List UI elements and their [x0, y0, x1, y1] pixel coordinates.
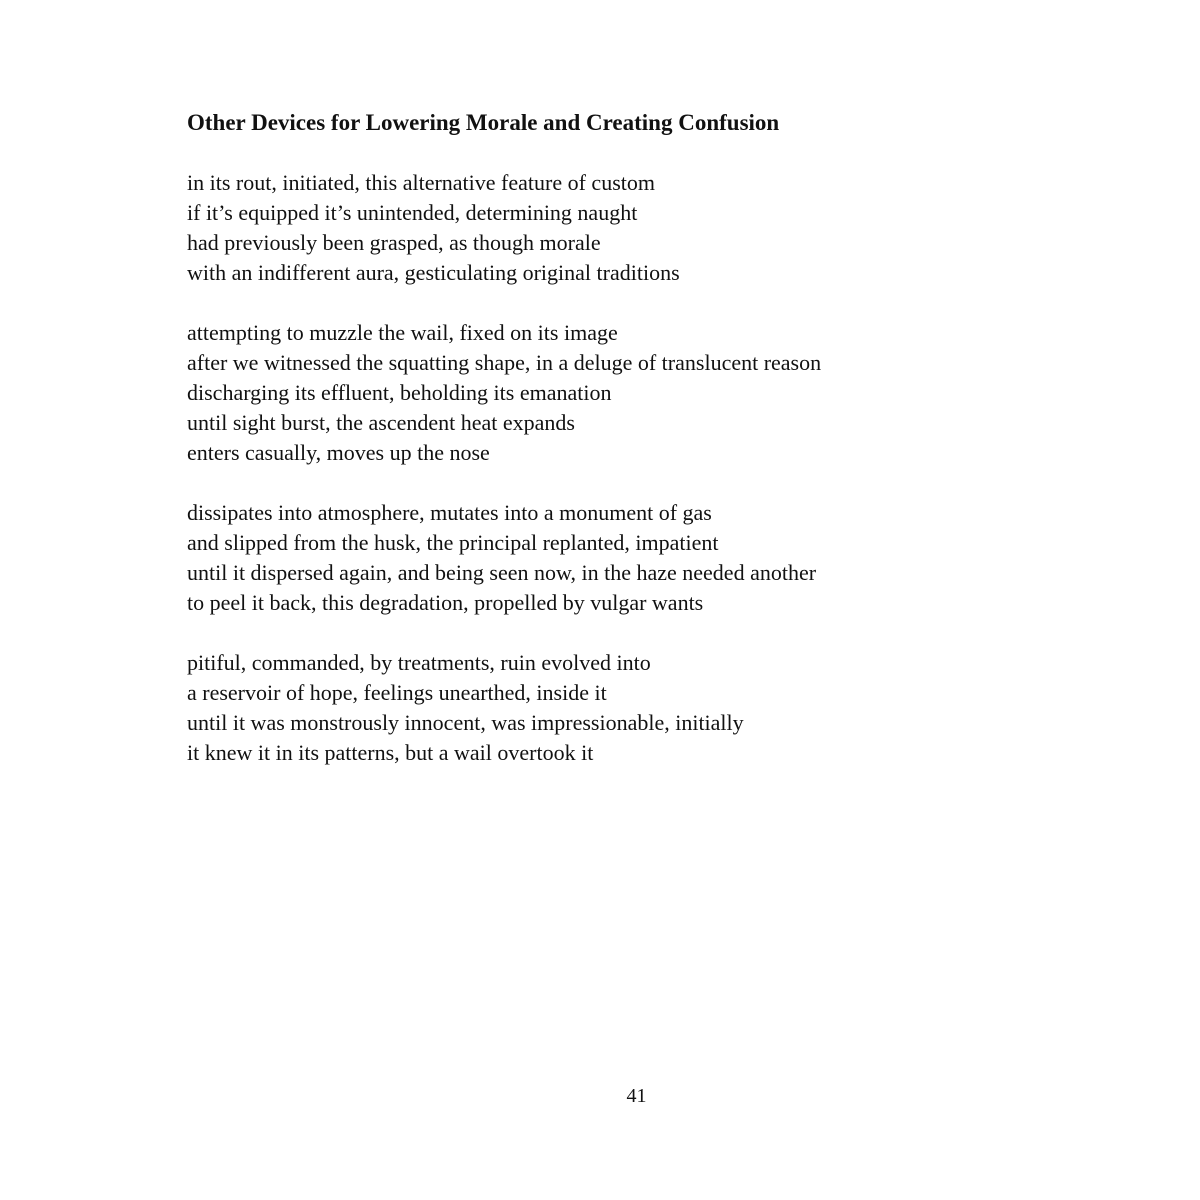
poem-line: had previously been grasped, as though morale: [187, 230, 601, 255]
stanza-4: [187, 648, 947, 768]
poem-line: pitiful, commanded, by treatments, ruin evolved into: [187, 650, 651, 675]
poem-line: until it dispersed again, and being seen now, in the haze needed another: [187, 560, 817, 585]
poem-line: dissipates into atmosphere, mutates into a monument of gas: [187, 500, 712, 525]
poem-line: attempting to muzzle the wail, fixed on its image: [187, 320, 618, 345]
poem-title: Other Devices for Lowering Morale and Creating Confusion: [187, 110, 780, 135]
poem-line: with an indifferent aura, gesticulating original traditions: [187, 260, 680, 285]
poem-line: to peel it back, this degradation, propelled by vulgar wants: [187, 590, 704, 615]
page-number: 41: [626, 1085, 647, 1107]
poem-line: until it was monstrously innocent, was impressionable, initially: [187, 710, 744, 735]
stanza-1: [187, 168, 947, 288]
poem-body: [187, 168, 947, 798]
poem-line: a reservoir of hope, feelings unearthed, inside it: [187, 680, 607, 705]
poem-line: in its rout, initiated, this alternative feature of custom: [187, 170, 655, 195]
poem-line: enters casually, moves up the nose: [187, 440, 490, 465]
stanza-3: [187, 498, 947, 618]
poem-line: if it’s equipped it’s unintended, determining naught: [187, 200, 638, 225]
poem-line: it knew it in its patterns, but a wail overtook it: [187, 740, 594, 765]
poem-line: after we witnessed the squatting shape, in a deluge of translucent reason: [187, 350, 822, 375]
poem-line: discharging its effluent, beholding its emanation: [187, 380, 612, 405]
poem-line: and slipped from the husk, the principal replanted, impatient: [187, 530, 719, 555]
poem-line: until sight burst, the ascendent heat expands: [187, 410, 575, 435]
stanza-2: [187, 318, 947, 468]
